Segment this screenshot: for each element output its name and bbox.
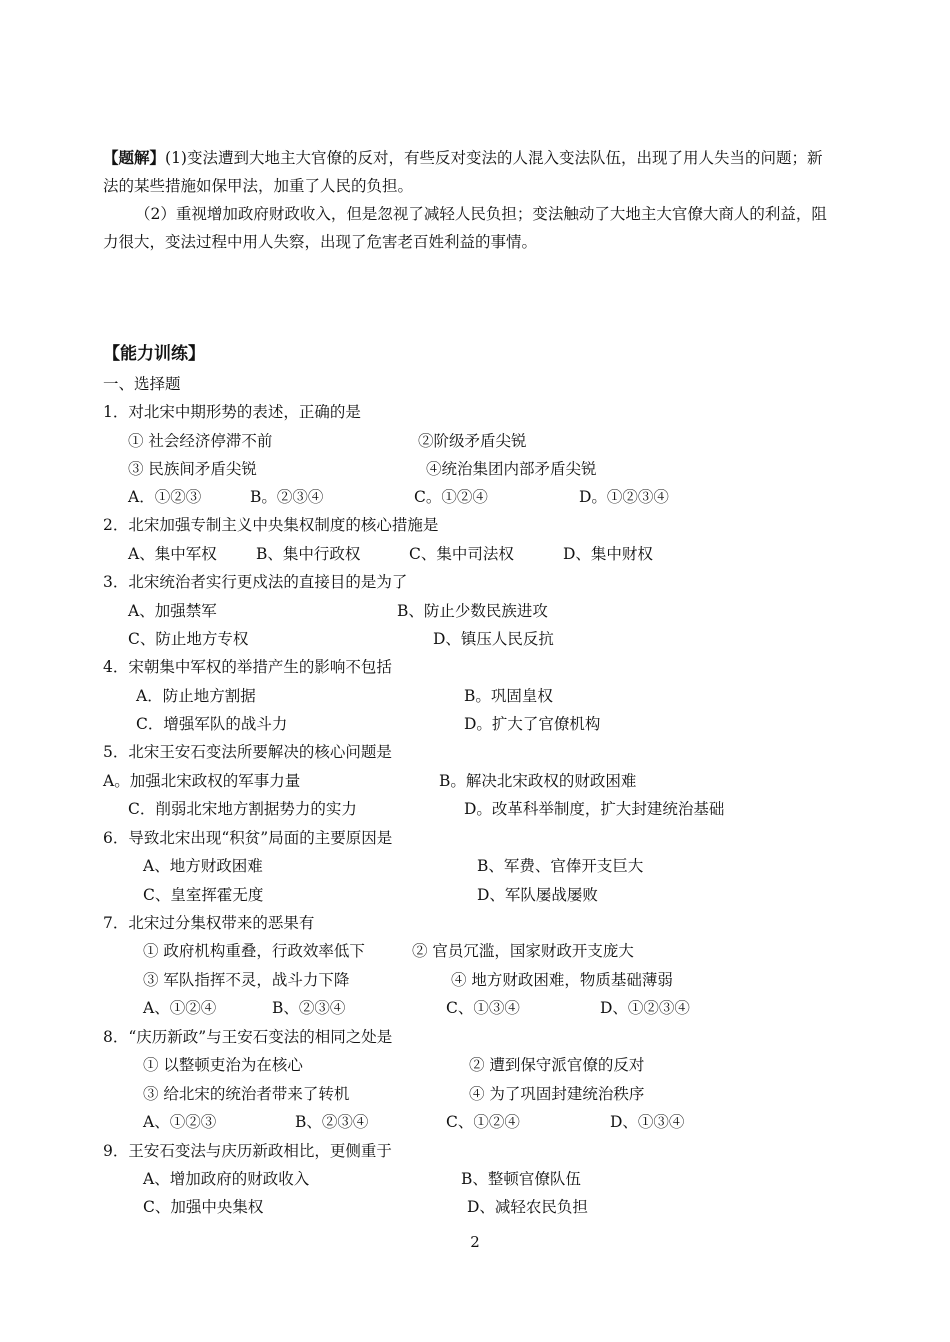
question-1-option-a: A．①②③ bbox=[128, 488, 202, 506]
question-7-option-c: C、①③④ bbox=[446, 999, 520, 1017]
question-9-option-b: B、整顿官僚队伍 bbox=[461, 1170, 581, 1188]
question-1-item-2: ②阶级矛盾尖锐 bbox=[418, 432, 527, 450]
question-1-stem: 1．对北宋中期形势的表述，正确的是 bbox=[103, 403, 361, 421]
question-2-option-a: A、集中军权 bbox=[128, 545, 217, 563]
question-2-option-d: D、集中财权 bbox=[563, 545, 653, 563]
question-7-item-1: ① 政府机构重叠，行政效率低下 bbox=[143, 942, 365, 960]
question-9-option-d: D、减轻农民负担 bbox=[467, 1198, 588, 1216]
question-6-option-b: B、军费、官俸开支巨大 bbox=[477, 857, 644, 875]
question-8-option-d: D、①③④ bbox=[610, 1113, 685, 1131]
question-1-item-1: ① 社会经济停滞不前 bbox=[128, 432, 273, 450]
question-1-item-4: ④统治集团内部矛盾尖锐 bbox=[426, 460, 597, 478]
question-1-option-c: C。①②④ bbox=[414, 488, 488, 506]
question-5-option-a: A。加强北宋政权的军事力量 bbox=[103, 772, 301, 790]
question-8-option-a: A、①②③ bbox=[143, 1113, 217, 1131]
question-6-stem: 6．导致北宋出现“积贫”局面的主要原因是 bbox=[103, 829, 393, 847]
question-2-option-b: B、集中行政权 bbox=[256, 545, 361, 563]
solution-label: 【题解】 bbox=[103, 148, 166, 167]
question-3-option-a: A、加强禁军 bbox=[128, 602, 217, 620]
question-4-option-d: D。扩大了官僚机构 bbox=[464, 715, 601, 733]
question-9-option-c: C、加强中央集权 bbox=[143, 1198, 264, 1216]
question-6-option-d: D、军队屡战屡败 bbox=[477, 886, 598, 904]
question-5-option-b: B。解决北宋政权的财政困难 bbox=[439, 772, 637, 790]
solution-p1-line1: (1)变法遭到大地主大官僚的反对，有些反对变法的人混入变法队伍，出现了用人失当的问题；新 bbox=[165, 149, 823, 167]
section-subheading: 一、选择题 bbox=[103, 375, 181, 393]
question-7-option-a: A、①②④ bbox=[143, 999, 217, 1017]
question-8-option-b: B、②③④ bbox=[295, 1113, 369, 1131]
question-1-option-b: B。②③④ bbox=[250, 488, 324, 506]
question-5-option-c: C．削弱北宋地方割据势力的实力 bbox=[128, 800, 357, 818]
question-7-item-3: ③ 军队指挥不灵，战斗力下降 bbox=[143, 971, 350, 989]
question-2-stem: 2．北宋加强专制主义中央集权制度的核心措施是 bbox=[103, 516, 439, 534]
question-7-option-d: D、①②③④ bbox=[600, 999, 690, 1017]
question-4-option-b: B。巩固皇权 bbox=[464, 687, 553, 705]
question-3-option-b: B、防止少数民族进攻 bbox=[397, 602, 548, 620]
solution-p2-line2: 力很大，变法过程中用人失察，出现了危害老百姓利益的事情。 bbox=[103, 233, 538, 251]
question-8-stem: 8．“庆历新政”与王安石变法的相同之处是 bbox=[103, 1028, 393, 1046]
question-8-item-2: ② 遭到保守派官僚的反对 bbox=[469, 1056, 645, 1074]
solution-paragraph-1 bbox=[103, 144, 848, 200]
question-2-option-c: C、集中司法权 bbox=[409, 545, 514, 563]
question-4-option-a: A．防止地方割据 bbox=[136, 687, 256, 705]
question-3-stem: 3．北宋统治者实行更戍法的直接目的是为了 bbox=[103, 573, 408, 591]
question-4-option-c: C．增强军队的战斗力 bbox=[136, 715, 288, 733]
question-6-option-c: C、皇室挥霍无度 bbox=[143, 886, 264, 904]
question-8-option-c: C、①②④ bbox=[446, 1113, 520, 1131]
question-9-stem: 9．王安石变法与庆历新政相比，更侧重于 bbox=[103, 1142, 392, 1160]
question-3-option-d: D、镇压人民反抗 bbox=[433, 630, 554, 648]
question-8-item-4: ④ 为了巩固封建统治秩序 bbox=[469, 1085, 645, 1103]
question-9-option-a: A、增加政府的财政收入 bbox=[143, 1170, 310, 1188]
solution-p1-line2: 法的某些措施如保甲法，加重了人民的负担。 bbox=[103, 177, 414, 195]
solution-p2-line1: （2）重视增加政府财政收入，但是忽视了减轻人民负担；变法触动了大地主大官僚大商人的利益，阻 bbox=[135, 205, 827, 223]
page-number: 2 bbox=[470, 1233, 480, 1251]
question-3-option-c: C、防止地方专权 bbox=[128, 630, 249, 648]
question-5-stem: 5．北宋王安石变法所要解决的核心问题是 bbox=[103, 743, 392, 761]
question-4-stem: 4．宋朝集中军权的举措产生的影响不包括 bbox=[103, 658, 392, 676]
question-5-option-d: D。改革科举制度，扩大封建统治基础 bbox=[464, 800, 725, 818]
question-7-option-b: B、②③④ bbox=[272, 999, 346, 1017]
question-6-option-a: A、地方财政困难 bbox=[143, 857, 263, 875]
question-7-item-4: ④ 地方财政困难，物质基础薄弱 bbox=[451, 971, 673, 989]
question-7-item-2: ② 官员冗滥，国家财政开支庞大 bbox=[412, 942, 634, 960]
question-7-stem: 7．北宋过分集权带来的恶果有 bbox=[103, 914, 315, 932]
section-heading: 【能力训练】 bbox=[103, 344, 205, 364]
question-8-item-1: ① 以整顿吏治为在核心 bbox=[143, 1056, 303, 1074]
solution-paragraph-2 bbox=[103, 200, 848, 256]
question-8-item-3: ③ 给北宋的统治者带来了转机 bbox=[143, 1085, 350, 1103]
question-1-item-3: ③ 民族间矛盾尖锐 bbox=[128, 460, 257, 478]
question-1-option-d: D。①②③④ bbox=[579, 488, 669, 506]
